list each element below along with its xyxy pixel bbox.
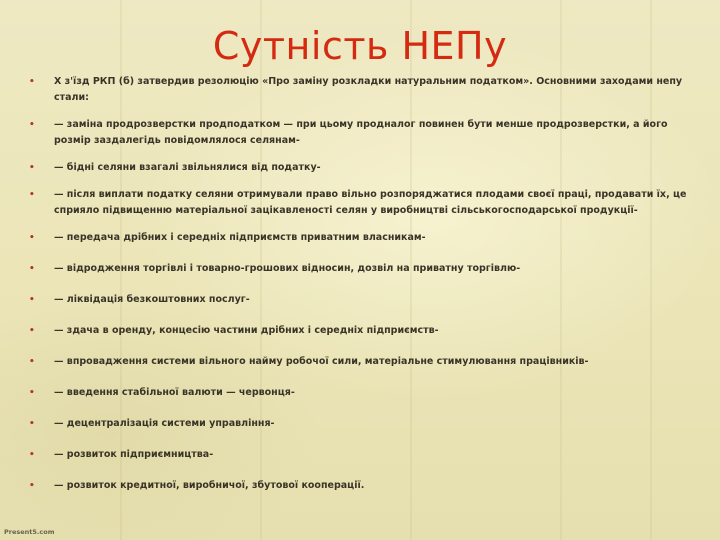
list-item-text: Х з'їзд РКП (б) затвердив резолюцію «Про заміну розкладки натуральним податком». Основними заходами непу стали: <box>54 76 683 103</box>
list-item <box>28 292 700 308</box>
list-item <box>28 478 700 494</box>
list-item <box>28 323 700 339</box>
list-item <box>28 230 700 246</box>
list-item-text: — після виплати податку селяни отримували право вільно розпоряджатися плодами своєї праці, продавати їх, це сприяло підвищенню матеріальної зацікавленості селян у виробництві сільськогосподарської продукції- <box>54 189 687 216</box>
list-item <box>28 160 700 176</box>
list-item-text: — введення стабільної валюти — червонця- <box>54 387 295 398</box>
bullet-icon: • <box>29 295 35 305</box>
list-item-text: — розвиток кредитної, виробничої, збутової кооперації. <box>54 480 365 491</box>
bullet-icon: • <box>29 190 35 200</box>
list-item <box>28 74 700 106</box>
slide-title: Сутність НЕПу <box>212 24 508 68</box>
bullet-icon: • <box>29 450 35 460</box>
bullet-icon: • <box>29 163 35 173</box>
bullet-icon: • <box>29 481 35 491</box>
list-item <box>28 261 700 277</box>
list-item-text: — децентралізація системи управління- <box>54 418 275 429</box>
list-item <box>28 447 700 463</box>
list-item-text: — розвиток підприємництва- <box>54 449 214 460</box>
bullet-icon: • <box>29 357 35 367</box>
list-item-text: — бідні селяни взагалі звільнялися від податку- <box>54 162 321 173</box>
list-item-text: — здача в оренду, концесію частини дрібних і середніх підприємств- <box>54 325 439 336</box>
bullet-list <box>28 74 700 494</box>
bullet-icon: • <box>29 388 35 398</box>
list-item-text: — впровадження системи вільного найму робочої сили, матеріальне стимулювання працівників- <box>54 356 589 367</box>
watermark: Present5.com <box>4 528 55 536</box>
bullet-icon: • <box>29 419 35 429</box>
list-item <box>28 117 700 149</box>
bullet-icon: • <box>29 233 35 243</box>
bullet-icon: • <box>29 77 35 87</box>
list-item <box>28 416 700 432</box>
list-item-text: — заміна продрозверстки продподатком — при цьому продналог повинен бути менше продрозверстки, а його розмір заздалегідь повідомлялося селянам- <box>54 119 668 146</box>
list-item-text: — передача дрібних і середніх підприємств приватним власникам- <box>54 232 426 243</box>
list-item <box>28 187 700 219</box>
list-item-text: — відродження торгівлі і товарно-грошових відносин, дозвіл на приватну торгівлю- <box>54 263 521 274</box>
bullet-icon: • <box>29 120 35 130</box>
list-item <box>28 385 700 401</box>
bullet-icon: • <box>29 326 35 336</box>
list-item-text: — ліквідація безкоштовних послуг- <box>54 294 250 305</box>
list-item <box>28 354 700 370</box>
bullet-icon: • <box>29 264 35 274</box>
